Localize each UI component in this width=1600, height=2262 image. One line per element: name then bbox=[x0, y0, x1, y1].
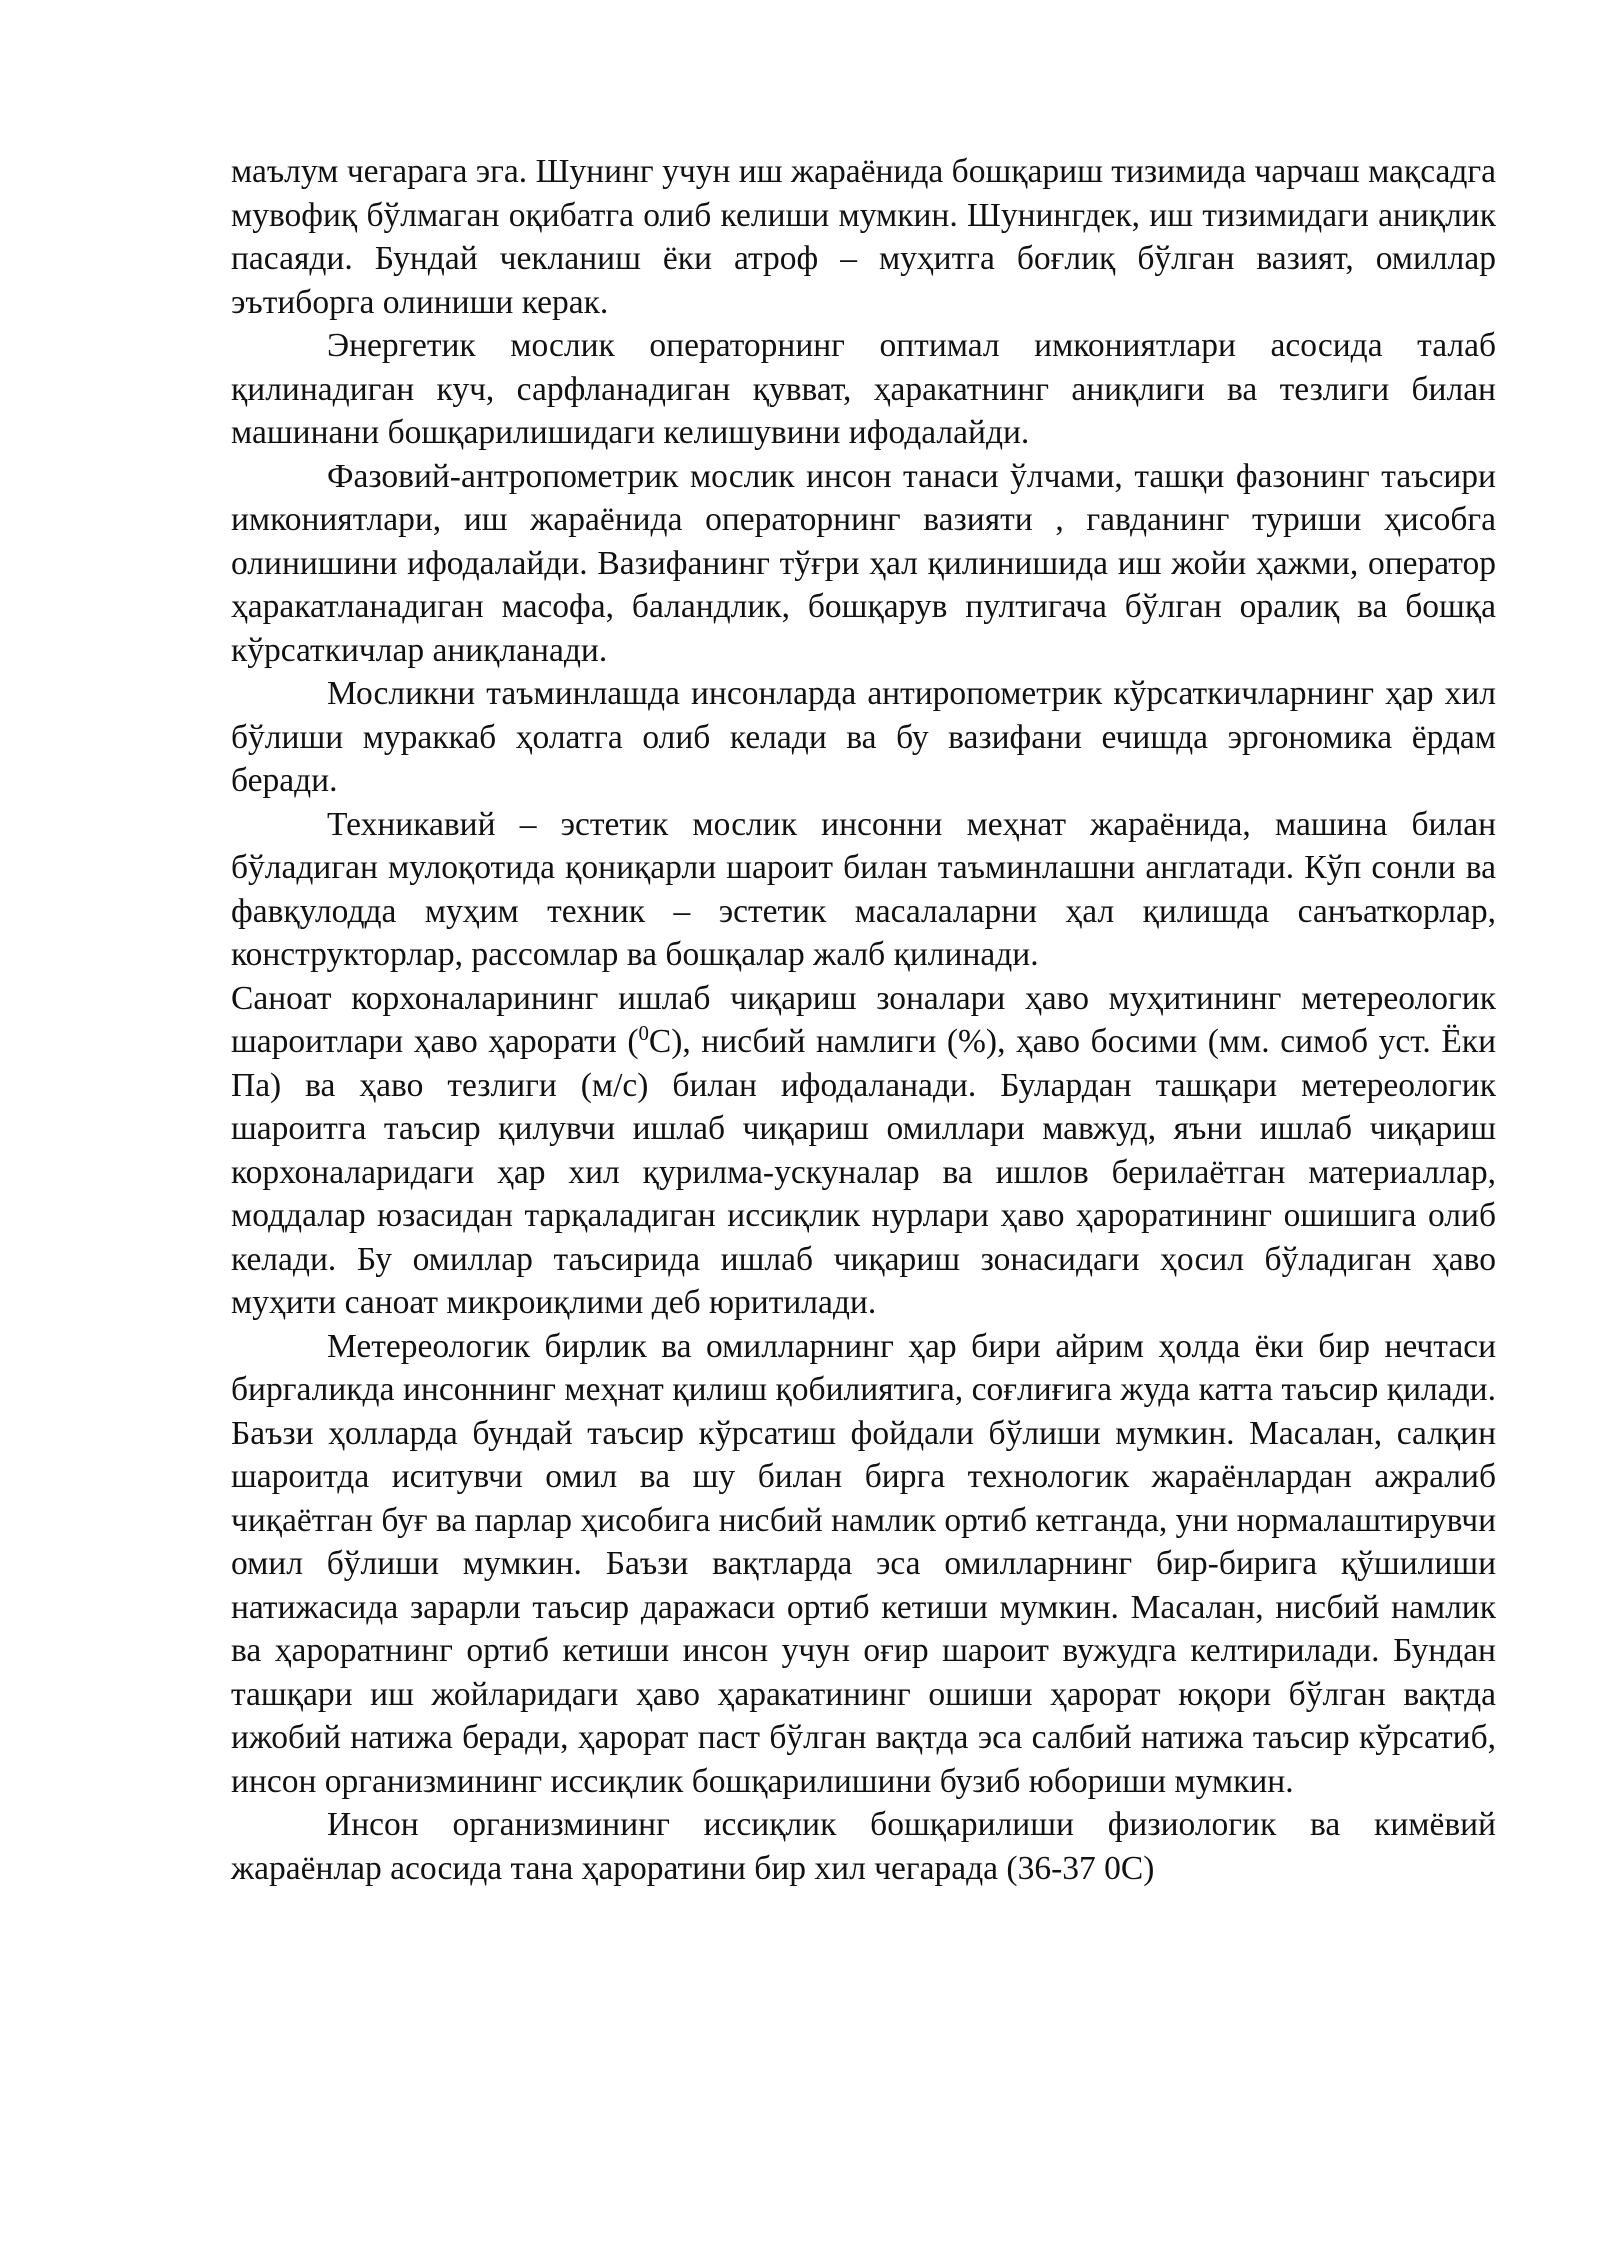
paragraph-6 bbox=[231, 977, 1496, 1325]
paragraph-2: Энергетик мослик операторнинг оптимал имкониятлари асосида талаб қилинадиган куч, сарфланадиган қувват, ҳаракатнинг аниқлиги ва тезлиги билан машинани бошқарилишидаги келишувини ифодалайди. bbox=[231, 327, 1496, 451]
degree-superscript: 0 bbox=[638, 1021, 649, 1045]
paragraph-4: Мосликни таъминлашда инсонларда антиропометрик кўрсаткичларнинг ҳар хил бўлиши мураккаб ҳолатга олиб келади ва бу вазифани ечишда эргономика ёрдам беради. bbox=[231, 675, 1496, 799]
paragraph-1: маълум чегарага эга. Шунинг учун иш жараёнида бошқариш тизимида чарчаш мақсадга мувофиқ бўлмаган оқибатга олиб келиши мумкин. Шунингдек, иш тизимидаги аниқлик пасаяди. Бундай чекланиш ёки атроф – муҳитга боғлиқ бўлган вазият, омиллар эътиборга олиниши керак. bbox=[231, 153, 1496, 321]
paragraph-6-text-after: С), нисбий намлиги (%), ҳаво босими (мм. симоб уст. Ёки Па) ва ҳаво тезлиги (м/с) билан ифодаланади. Булардан ташқари метереологик шароитга таъсир қилувчи ишлаб чиқариш омиллари мавжуд, яъни ишлаб чиқариш корхоналаридаги ҳар хил қурилма-ускуналар ва ишлов берилаётган материаллар, моддалар юзасидан тарқаладиган иссиқлик нурлари ҳаво ҳароратининг ошишига олиб келади. Бу омиллар таъсирида ишлаб чиқариш зонасидаги ҳосил бўладиган ҳаво муҳити саноат микроиқлими деб юритилади. bbox=[231, 1023, 1496, 1321]
paragraph-7: Метереологик бирлик ва омилларнинг ҳар бири айрим ҳолда ёки бир нечтаси биргаликда инсоннинг меҳнат қилиш қобилиятига, соғлиғига жуда катта таъсир қилади. Баъзи ҳолларда бундай таъсир кўрсатиш фойдали бўлиши мумкин. Масалан, салқин шароитда иситувчи омил ва шу билан бирга технологик жараёнлардан ажралиб чиқаётган буғ ва парлар ҳисобига нисбий намлик ортиб кетганда, уни нормалаштирувчи омил бўлиши мумкин. Баъзи вақтларда эса омилларнинг бир-бирига қўшилиши натижасида зарарли таъсир даражаси ортиб кетиши мумкин. Масалан, нисбий намлик ва ҳароратнинг ортиб кетиши инсон учун оғир шароит вужудга келтирилади. Бундан ташқари иш жойларидаги ҳаво ҳаракатининг ошиши ҳарорат юқори бўлган вақтда ижобий натижа беради, ҳарорат паст бўлган вақтда эса салбий натижа таъсир кўрсатиб, инсон организмининг иссиқлик бошқарилишини бузиб юбориши мумкин. bbox=[231, 1327, 1496, 1800]
paragraph-8: Инсон организмининг иссиқлик бошқарилиши физиологик ва кимёвий жараёнлар асосида тана ҳароратини бир хил чегарада (36-37 0С) bbox=[231, 1806, 1496, 1887]
paragraph-3: Фазовий-антропометрик мослик инсон танаси ўлчами, ташқи фазонинг таъсири имкониятлари, иш жараёнида операторнинг вазияти , гавданинг туриши ҳисобга олинишини ифодалайди. Вазифанинг тўғри ҳал қилинишида иш жойи ҳажми, оператор ҳаракатланадиган масофа, баландлик, бошқарув пултигача бўлган оралиқ ва бошқа кўрсаткичлар аниқланади. bbox=[231, 457, 1496, 669]
paragraph-6-text-before: Саноат корхоналарининг ишлаб чиқариш зоналари ҳаво муҳитининг метереологик шароитлари ҳаво ҳарорати ( bbox=[231, 979, 1496, 1060]
paragraph-5: Техникавий – эстетик мослик инсонни меҳнат жараёнида, машина билан бўладиган мулоқотида қониқарли шароит билан таъминлашни англатади. Кўп сонли ва фавқулодда муҳим техник – эстетик масалаларни ҳал қилишда санъаткорлар, конструкторлар, рассомлар ва бошқалар жалб қилинади. bbox=[231, 805, 1496, 973]
document-page bbox=[231, 150, 1496, 1890]
